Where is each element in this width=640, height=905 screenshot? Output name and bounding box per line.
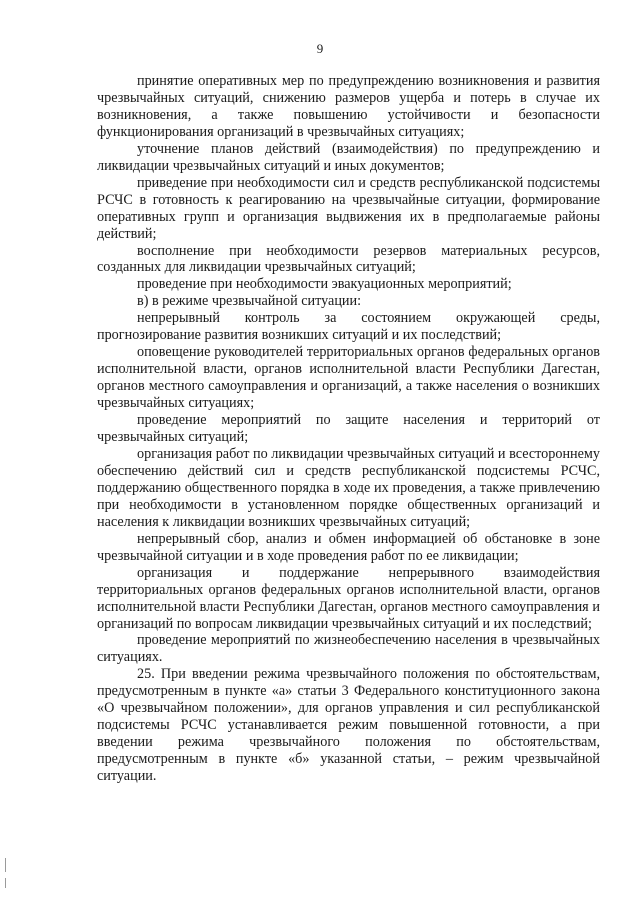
paragraph-3: приведение при необходимости сил и средств республиканской подсистемы РСЧС в готовность к реагированию на чрезвычайные ситуации, формирование оперативных групп и организация выдвижения их в предполагаемые районы действий; [97, 174, 600, 242]
paragraph-9: проведение мероприятий по защите населения и территорий от чрезвычайных ситуаций; [97, 412, 600, 446]
paragraph-5: проведение при необходимости эвакуационных мероприятий; [137, 276, 512, 293]
document-body [97, 73, 600, 785]
scan-margin-mark [5, 878, 6, 888]
page-number: 9 [316, 41, 324, 56]
paragraph-10: организация работ по ликвидации чрезвычайных ситуаций и всестороннему обеспечению действий сил и средств республиканской подсистемы РСЧС, поддержанию общественного порядка в ходе их проведения, а также привлечению при необходимости в установленном порядке общественных организаций и населения к ликвидации возникших чрезвычайных ситуаций; [97, 445, 600, 530]
paragraph-2: уточнение планов действий (взаимодействия) по предупреждению и ликвидации чрезвычайных ситуаций и иных документов; [97, 140, 600, 174]
paragraph-8: оповещение руководителей территориальных органов федеральных органов исполнительной власти, органов исполнительной власти Республики Дагестан, органов местного самоуправления и организаций, а также населения о возникших чрезвычайных ситуациях; [97, 344, 600, 412]
paragraph-4: восполнение при необходимости резервов материальных ресурсов, созданных для ликвидации чрезвычайных ситуаций; [97, 242, 600, 276]
paragraph-12: организация и поддержание непрерывного взаимодействия территориальных органов федеральных органов исполнительной власти, органов исполнительной власти Республики Дагестан, органов местного самоуправления и организаций по вопросам ликвидации чрезвычайных ситуаций и их последствий; [97, 564, 600, 632]
paragraph-13: проведение мероприятий по жизнеобеспечению населения в чрезвычайных ситуациях. [97, 632, 600, 666]
paragraph-11: непрерывный сбор, анализ и обмен информацией об обстановке в зоне чрезвычайной ситуации и в ходе проведения работ по ее ликвидации; [97, 530, 600, 564]
paragraph-1: принятие оперативных мер по предупреждению возникновения и развития чрезвычайных ситуаций, снижению размеров ущерба и потерь в случае их возникновения, а также повышению устойчивости и безопасности функционирования организаций в чрезвычайных ситуациях; [97, 73, 600, 140]
paragraph-14: 25. При введении режима чрезвычайного положения по обстоятельствам, предусмотренным в пункте «а» статьи 3 Федерального конституционного закона «О чрезвычайном положении», для органов управления и сил республиканской подсистемы РСЧС устанавливается режим повышенной готовности, а при введении режима чрезвычайного положения по обстоятельствам, предусмотренным в пункте «б» указанной статьи, – режим чрезвычайной ситуации. [97, 666, 600, 785]
paragraph-6: в) в режиме чрезвычайной ситуации: [137, 293, 362, 310]
scan-margin-mark [5, 858, 6, 872]
paragraph-7: непрерывный контроль за состоянием окружающей среды, прогнозирование развития возникших ситуаций и их последствий; [97, 310, 600, 344]
